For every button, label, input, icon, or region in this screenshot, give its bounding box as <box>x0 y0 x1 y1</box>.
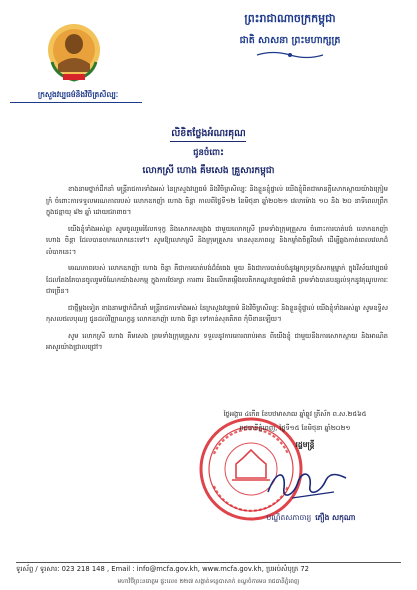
kingdom-title: ព្រះរាជាណាចក្រកម្ពុជា <box>244 12 336 25</box>
footer-contact: ទូរស័ព្ទ / ទូរសារ: 023 218 148 , Email : info@mcfa.gov.kh, www.mcfa.gov.kh, ប្រអប់សំបុត្រ 72 <box>16 565 309 573</box>
signer-name: ភឿង សកុណា <box>315 513 356 522</box>
signer-role: បណ្ឌិតសភាចារ្យ <box>266 513 312 522</box>
handwritten-signature <box>262 462 352 506</box>
signer-block <box>236 513 386 524</box>
addressee-prefix: ជូនចំពោះ <box>193 148 224 158</box>
ministry-name: ក្រសួងវប្បធម៌និងវិចិត្រសិល្បៈ <box>37 90 119 99</box>
solar-date: រាជធានីភ្នំពេញ, ថ្ងៃទី១៥ ខែមិថុនា ឆ្នាំ២០២១ <box>239 424 351 432</box>
lunar-date: ថ្ងៃអង្គារ ៤កើត ខែបឋមាសាឍ ឆ្នាំឆ្លូវ ត្រីស័ក ព.ស.២៥៦៥ <box>223 410 367 418</box>
recipient-name: លោកស្រី ហោង គឹមសេង គ្រួសារកម្ពុជា <box>142 166 275 176</box>
national-motto: ជាតិ សាសនា ព្រះមហាក្សត្រ <box>239 35 341 46</box>
body-paragraph: ជាថ្មីម្តងទៀត ខាងនាមថ្នាក់ដឹកនាំ មន្ត្រីរាជការទាំងអស់ នៃក្រសួងវប្បធម៌ និងវិចិត្រសិល្បៈ និងខ្លួនខ្ញុំផ្ទាល់ យើងខ្ញុំទាំងអស់គ្នា សូមឧទ្ទិសកុសលផលបុណ្យ ជូនដល់វិញ្ញាណក្ខន្ធ លោកឧកញ៉ា ហោង ចិន្តា ទៅកាន់សុគតិភព កុំបីខានឡើយ។ <box>46 303 388 323</box>
footer-divider <box>16 562 401 563</box>
body-paragraph: មរណភាពរបស់ លោកឧកញ៉ា ហោង ចិន្តា គឺជាការបាត់បង់ដ៏ធំធេង មួយ និងជាការបាត់បង់នូវអ្នកទ្រទ្រង់សកម្មម្នាក់ ក្នុងវិស័យវប្បធម៌ ដែលតែងតែបានចូលរួមចំណែកយ៉ាងសកម្ម ក្នុងការថែរក្សា ការពារ និងលើកតម្កើងបេតិកភណ្ឌវប្បធម៌ជាតិ ព្រមទាំងបានបន្សល់ទុកនូវគុណូបការៈជាច្រើន។ <box>46 264 388 295</box>
minister-title: រដ្ឋមន្ត្រី <box>295 440 315 449</box>
footer-address: មហាវិថីព្រះនរោត្តម ផ្ទះលេខ ២២៧ សង្កាត់ទន្លេបាសាក់ ខណ្ឌចំការមន រាជធានីភ្នំពេញ <box>117 579 300 585</box>
title-underline <box>170 141 246 142</box>
body-paragraph: ខាងនាមថ្នាក់ដឹកនាំ មន្ត្រីរាជការទាំងអស់ នៃក្រសួងវប្បធម៌ និងវិចិត្រសិល្បៈ និងខ្លួនខ្ញុំផ្ទាល់ យើងខ្ញុំពិតជាមានក្តីសោកស្តាយយ៉ាងក្រៀមក្រំ ចំពោះការទទួលមរណភាពរបស់ លោកឧកញ៉ា ហោង ចិន្តា កាលពីថ្ងៃទី១២ ខែមិថុនា ឆ្នាំ២០២១ វេលាម៉ោង ១០ និង ២០ នាទីពេលព្រឹក ក្នុងជន្មាយុ ៨២ ឆ្នាំ ដោយជរាពាធ។ <box>46 185 388 216</box>
ministry-logo <box>46 22 102 84</box>
ministry-underline <box>10 102 142 103</box>
letter-body <box>46 184 388 359</box>
ornament-divider-icon <box>255 50 325 60</box>
body-paragraph: យើងខ្ញុំទាំងអស់គ្នា សូមចូលរួមរំលែកទុក្ខ និងសោកសង្រេង ជាមួយលោកស្រី ព្រមទាំងក្រុមគ្រួសារ ចំពោះការបាត់បង់ លោកឧកញ៉ា ហោង ចិន្តា ដែលបានចាកលោកនេះទៅ។ សូមឱ្យលោកស្រី និងក្រុមគ្រួសារ មានសុខភាពល្អ និងកម្លាំងចិត្តរឹងមាំ ដើម្បីឆ្លងកាត់ពេលវេលាដ៏លំបាកនេះ។ <box>46 224 389 256</box>
body-paragraph: សូម លោកស្រី ហោង គឹមសេង ព្រមទាំងក្រុមគ្រួសារ ទទួលនូវការគោរពរាប់អាន ពីយើងខ្ញុំ ជាមួយនឹងការសោកស្តាយ និងអាណិតអាសូរយ៉ាងជ្រាលជ្រៅ។ <box>46 331 388 351</box>
document-title: លិខិតថ្លែងអំណរគុណ <box>171 128 246 139</box>
